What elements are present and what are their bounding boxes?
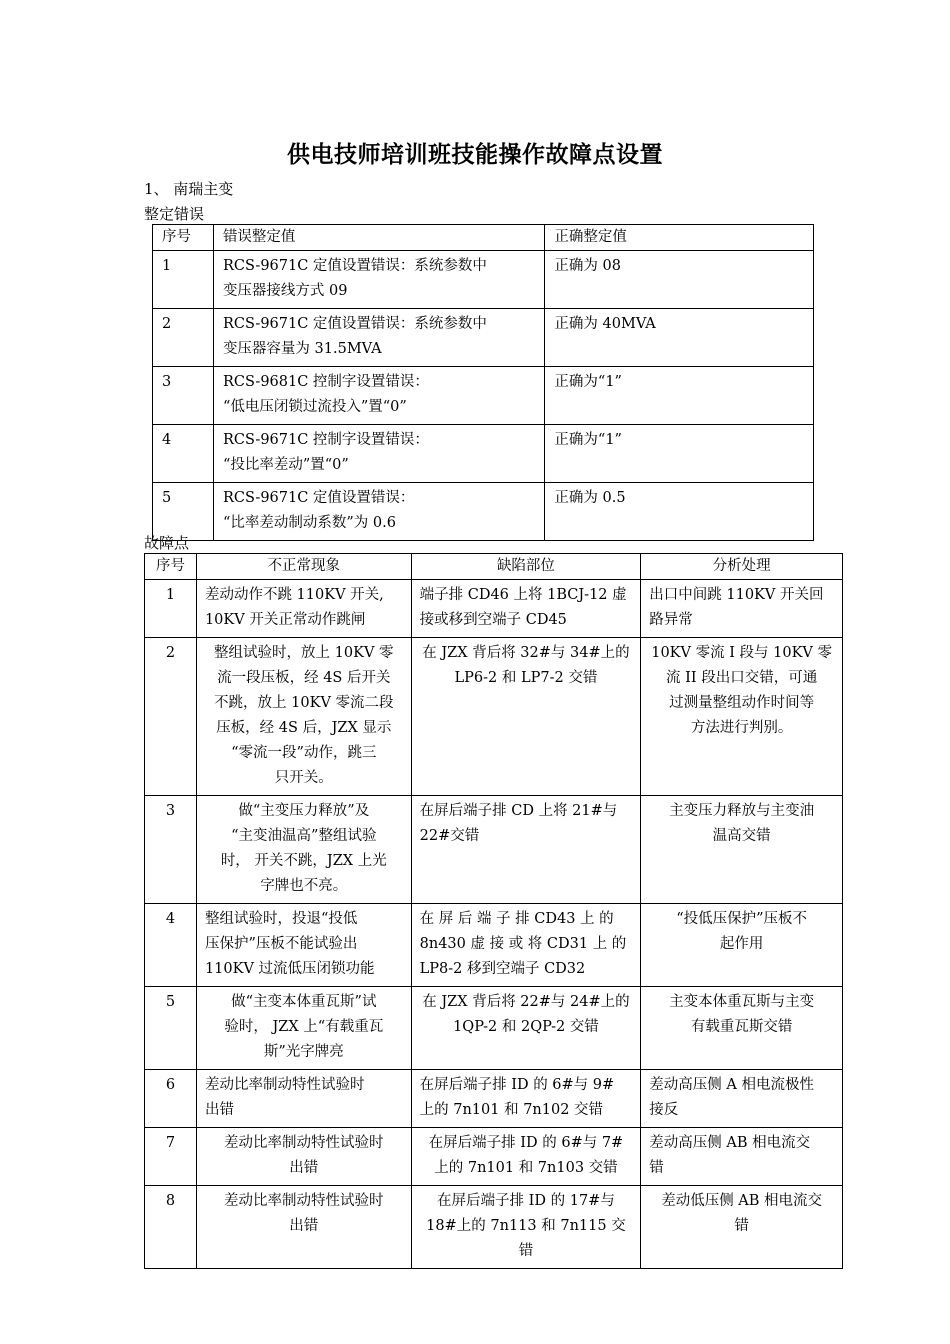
text-line: 整组试验时，投退“投低 (204, 911, 358, 927)
table-header-row (145, 554, 843, 580)
text-line: 流一段压板，经 4S 后开关 (217, 670, 391, 686)
wrong-value (213, 309, 544, 367)
table-header-row (153, 225, 814, 251)
fault-points-table (144, 553, 843, 1269)
table-row (153, 251, 814, 309)
wrong-value (213, 425, 544, 483)
analysis-cell (641, 987, 843, 1070)
text-line: 做“主变本体重瓦斯”试 (231, 994, 377, 1010)
symptom-cell (196, 1128, 411, 1186)
text-line: 字牌也不亮。 (260, 878, 348, 894)
text-line: 上的 7n101 和 7n103 交错 (434, 1160, 618, 1176)
text-line: 10KV 开关正常动作跳闸 (204, 612, 366, 628)
text-line: RCS-9671C 定值设置错误： (222, 490, 415, 506)
wrong-value (213, 483, 544, 541)
text-line: 在屏后端子排 ID 的 6#与 7# (428, 1135, 624, 1151)
text-line: 110KV 过流低压闭锁功能 (204, 961, 375, 977)
text-line: 变压器接线方式 09 (222, 283, 348, 299)
text-line: 流 II 段出口交错，可通 (666, 670, 818, 686)
text-line: 出口中间跳 110KV 开关回 (649, 587, 824, 603)
text-line: 在屏后端子排 CD 上将 21#与 (419, 803, 618, 819)
row-number: 6 (145, 1070, 197, 1128)
text-line: “零流一段”动作，跳三 (231, 745, 377, 761)
text-line: 主变压力释放与主变油 (669, 803, 815, 819)
correct-value: 正确为“1” (545, 367, 814, 425)
analysis-cell (641, 1186, 843, 1269)
analysis-cell (641, 580, 843, 638)
correct-value: 正确为 08 (545, 251, 814, 309)
row-number: 7 (145, 1128, 197, 1186)
analysis-cell (641, 1128, 843, 1186)
row-number: 3 (153, 367, 214, 425)
text-line: 接或移到空端子 CD45 (419, 612, 567, 628)
section-heading: 1、 南瑞主变 (144, 180, 234, 198)
text-line: 错 (649, 1160, 664, 1176)
settings-caption: 整定错误 (144, 205, 205, 223)
faults-caption: 故障点 (144, 534, 190, 552)
symptom-cell (196, 638, 411, 796)
correct-value: 正确为“1” (545, 425, 814, 483)
text-line: 上的 7n101 和 7n102 交错 (419, 1102, 604, 1118)
text-line: “投低压保护”压板不 (676, 911, 808, 927)
text-line: 方法进行判别。 (690, 720, 793, 736)
text-line: 变压器容量为 31.5MVA (222, 341, 382, 357)
table-row (153, 309, 814, 367)
location-cell (411, 638, 641, 796)
text-line: 出错 (289, 1218, 319, 1234)
table-row (153, 483, 814, 541)
row-number: 3 (145, 796, 197, 904)
symptom-cell (196, 987, 411, 1070)
settings-error-table (152, 224, 814, 541)
text-line: 1QP-2 和 2QP-2 交错 (453, 1019, 599, 1035)
location-cell (411, 904, 641, 987)
text-line: 差动比率制动特性试验时 (224, 1135, 384, 1151)
text-line: 起作用 (719, 936, 764, 952)
text-line: “投比率差动”置“0” (222, 457, 349, 473)
text-line: 22#交错 (419, 828, 480, 844)
header-cell: 分析处理 (641, 554, 843, 580)
table-row (145, 580, 843, 638)
text-line: 只开关。 (274, 770, 333, 786)
table-row (145, 1070, 843, 1128)
table-row (145, 1128, 843, 1186)
text-line: 做“主变压力释放”及 (238, 803, 370, 819)
location-cell (411, 580, 641, 638)
text-line: 有载重瓦斯交错 (690, 1019, 793, 1035)
table-row (145, 796, 843, 904)
header-cell: 不正常现象 (196, 554, 411, 580)
analysis-cell (641, 638, 843, 796)
text-line: 温高交错 (712, 828, 771, 844)
text-line: 端子排 CD46 上将 1BCJ-12 虚 (419, 587, 627, 603)
text-line: 压板，经 4S 后，JZX 显示 (216, 720, 392, 736)
text-line: 18#上的 7n113 和 7n115 交错 (426, 1218, 626, 1259)
text-line: 差动比率制动特性试验时 (224, 1193, 384, 1209)
text-line: 在屏后端子排 ID 的 17#与 (437, 1193, 615, 1209)
row-number: 2 (145, 638, 197, 796)
text-line: 差动比率制动特性试验时 (204, 1077, 365, 1093)
text-line: 差动高压侧 AB 相电流交 (649, 1135, 811, 1151)
text-line: 10KV 零流 I 段与 10KV 零 (651, 645, 833, 661)
text-line: 路异常 (649, 612, 693, 628)
location-cell (411, 1186, 641, 1269)
table-row (145, 987, 843, 1070)
text-line: LP8-2 移到空端子 CD32 (419, 961, 586, 977)
text-line: 不跳，放上 10KV 零流二段 (214, 695, 394, 711)
wrong-value (213, 251, 544, 309)
text-line: 验时， JZX 上“有载重瓦 (224, 1019, 384, 1035)
row-number: 1 (145, 580, 197, 638)
text-line: “低电压闭锁过流投入”置“0” (222, 399, 407, 415)
symptom-cell (196, 1070, 411, 1128)
header-cell: 缺陷部位 (411, 554, 641, 580)
text-line: RCS-9671C 定值设置错误：系统参数中 (222, 316, 487, 332)
text-line: 差动动作不跳 110KV 开关, (204, 587, 384, 603)
text-line: RCS-9681C 控制字设置错误： (222, 374, 429, 390)
header-cell: 正确整定值 (545, 225, 814, 251)
symptom-cell (196, 1186, 411, 1269)
symptom-cell (196, 580, 411, 638)
row-number: 5 (145, 987, 197, 1070)
text-line: 在 JZX 背后将 22#与 24#上的 (422, 994, 630, 1010)
analysis-cell (641, 1070, 843, 1128)
row-number: 2 (153, 309, 214, 367)
analysis-cell (641, 904, 843, 987)
text-line: 8n430 虚 接 或 将 CD31 上 的 (419, 936, 627, 952)
row-number: 8 (145, 1186, 197, 1269)
correct-value: 正确为 40MVA (545, 309, 814, 367)
text-line: LP6-2 和 LP7-2 交错 (454, 670, 598, 686)
table-row (153, 367, 814, 425)
header-cell: 错误整定值 (213, 225, 544, 251)
location-cell (411, 1070, 641, 1128)
correct-value: 正确为 0.5 (545, 483, 814, 541)
table-row (145, 1186, 843, 1269)
text-line: 斯”光字牌亮 (263, 1044, 344, 1060)
wrong-value (213, 367, 544, 425)
text-line: 整组试验时，放上 10KV 零 (214, 645, 394, 661)
row-number: 1 (153, 251, 214, 309)
text-line: 在 JZX 背后将 32#与 34#上的 (422, 645, 630, 661)
text-line: 在 屏 后 端 子 排 CD43 上 的 (419, 911, 614, 927)
row-number: 4 (153, 425, 214, 483)
table-row (153, 425, 814, 483)
analysis-cell (641, 796, 843, 904)
table-row (145, 904, 843, 987)
text-line: 时， 开关不跳，JZX 上光 (220, 853, 387, 869)
text-line: 错 (734, 1218, 749, 1234)
symptom-cell (196, 796, 411, 904)
text-line: 主变本体重瓦斯与主变 (669, 994, 815, 1010)
text-line: 在屏后端子排 ID 的 6#与 9# (419, 1077, 615, 1093)
text-line: 出错 (289, 1160, 319, 1176)
text-line: RCS-9671C 定值设置错误：系统参数中 (222, 258, 487, 274)
row-number: 5 (153, 483, 214, 541)
text-line: 压保护”压板不能试验出 (204, 936, 358, 952)
text-line: 差动高压侧 A 相电流极性 (649, 1077, 814, 1093)
table-row (145, 638, 843, 796)
text-line: 差动低压侧 AB 相电流交 (661, 1193, 823, 1209)
symptom-cell (196, 904, 411, 987)
document-title: 供电技师培训班技能操作故障点设置 (287, 141, 663, 168)
header-cell: 序号 (153, 225, 214, 251)
text-line: “比率差动制动系数”为 0.6 (222, 515, 396, 531)
text-line: “主变油温高”整组试验 (231, 828, 377, 844)
header-cell: 序号 (145, 554, 197, 580)
text-line: 接反 (649, 1102, 679, 1118)
location-cell (411, 987, 641, 1070)
location-cell (411, 1128, 641, 1186)
location-cell (411, 796, 641, 904)
text-line: RCS-9671C 控制字设置错误： (222, 432, 429, 448)
text-line: 出错 (204, 1102, 234, 1118)
text-line: 过测量整组动作时间等 (669, 695, 815, 711)
row-number: 4 (145, 904, 197, 987)
